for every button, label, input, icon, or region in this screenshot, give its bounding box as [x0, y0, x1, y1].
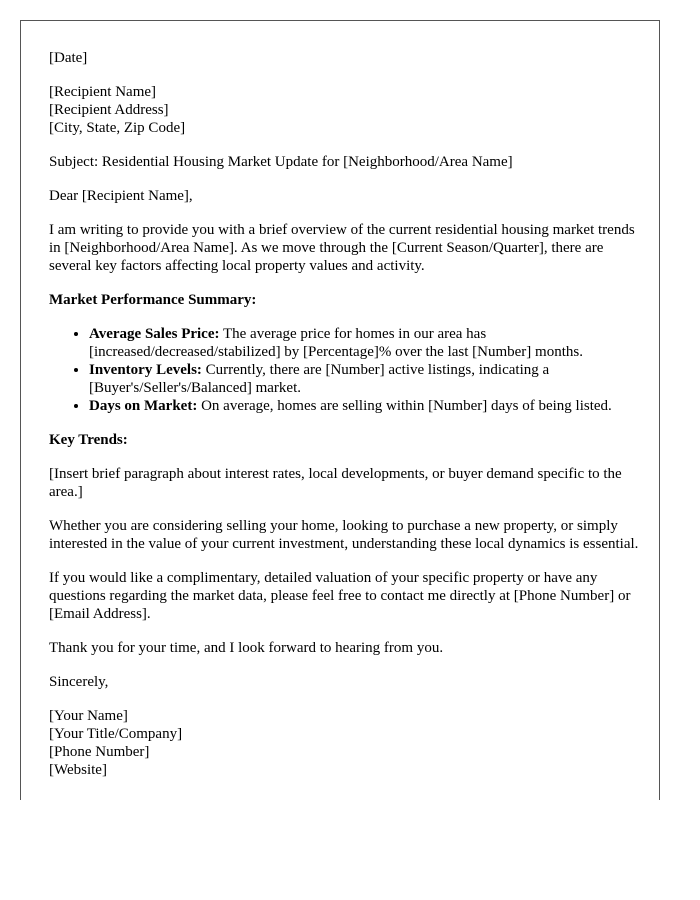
key-trends-paragraph: [Insert brief paragraph about interest rates, local developments, or buyer demand specific to the area.]: [49, 466, 622, 500]
list-item-inventory-levels: [89, 361, 639, 397]
list-item-label: Inventory Levels:: [89, 362, 202, 378]
list-item-text: The average price for homes in our area has [increased/decreased/stabilized] by [Percentage]% over the last [Number] months.: [89, 326, 583, 360]
recipient-city-state-zip: [City, State, Zip Code]: [49, 120, 186, 136]
letter-page: [20, 20, 660, 800]
signoff: Sincerely,: [49, 674, 109, 690]
list-item-text: Currently, there are [Number] active listings, indicating a [Buyer's/Seller's/Balanced] market.: [89, 362, 550, 396]
recipient-name: [Recipient Name]: [49, 84, 157, 100]
list-item-text: On average, homes are selling within [Number] days of being listed.: [197, 398, 612, 414]
list-item-days-on-market: [89, 397, 639, 415]
closing-thanks: Thank you for your time, and I look forward to hearing from you.: [49, 640, 444, 656]
recipient-address: [Recipient Address]: [49, 102, 169, 118]
recipient-block: [49, 83, 639, 137]
considering-paragraph: Whether you are considering selling your home, looking to purchase a new property, or simply interested in the value of your current investment, understanding these local dynamics is essential.: [49, 518, 639, 552]
signature-website: [Website]: [49, 762, 107, 778]
letter-date: [Date]: [49, 50, 88, 66]
intro-paragraph: I am writing to provide you with a brief overview of the current residential housing market trends in [Neighborhood/Area Name]. As we move through the [Current Season/Quarter], there are several key factors affecting local property values and activity.: [49, 222, 635, 274]
salutation: Dear [Recipient Name],: [49, 188, 193, 204]
valuation-paragraph: If you would like a complimentary, detailed valuation of your specific property or have any questions regarding the market data, please feel free to contact me directly at [Phone Number] or [Email Address].: [49, 570, 631, 622]
market-summary-list: [49, 325, 639, 415]
signature-phone: [Phone Number]: [49, 744, 150, 760]
list-item-average-sales-price: [89, 325, 639, 361]
letter-body: [49, 49, 639, 795]
key-trends-heading: Key Trends:: [49, 432, 128, 448]
signature-block: [49, 707, 639, 779]
market-summary-heading: Market Performance Summary:: [49, 292, 257, 308]
list-item-label: Days on Market:: [89, 398, 198, 414]
list-item-label: Average Sales Price:: [89, 326, 220, 342]
signature-name: [Your Name]: [49, 708, 128, 724]
signature-title-company: [Your Title/Company]: [49, 726, 183, 742]
letter-subject: Subject: Residential Housing Market Update for [Neighborhood/Area Name]: [49, 154, 513, 170]
